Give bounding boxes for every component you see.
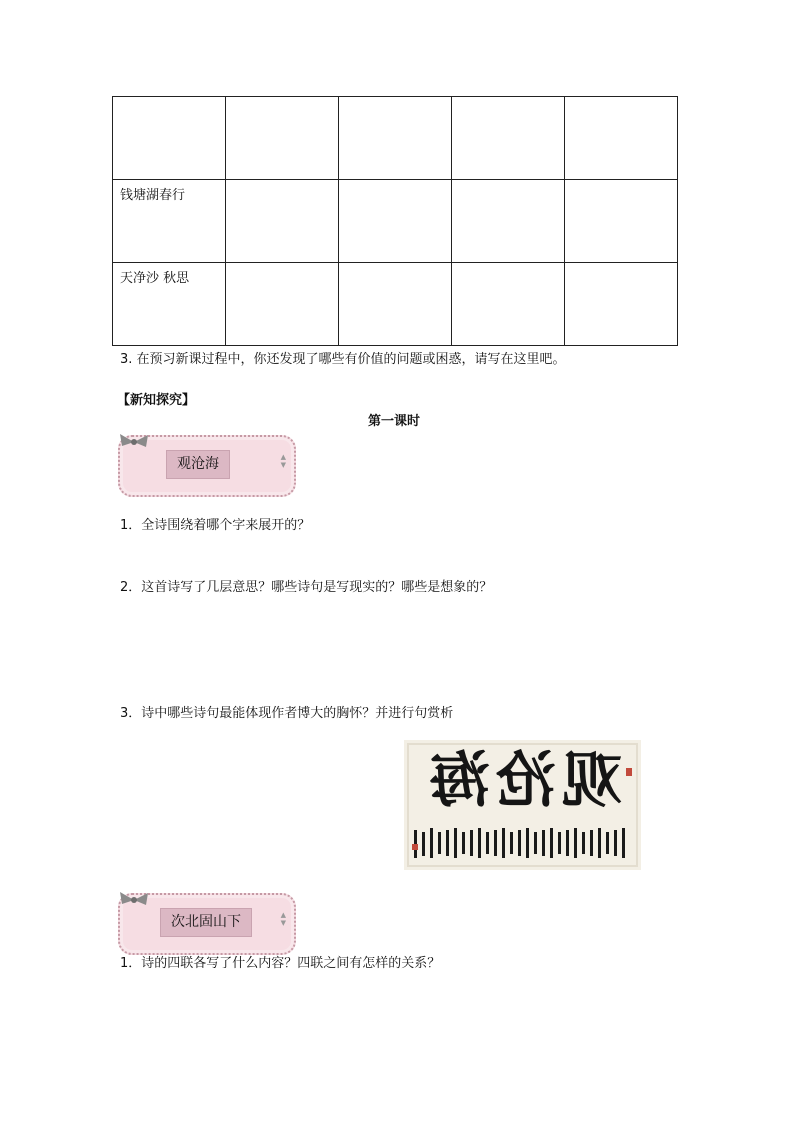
table-cell[interactable]: [565, 263, 678, 346]
poem-table: [112, 96, 678, 346]
table-cell-label: [113, 97, 226, 180]
table-cell[interactable]: [339, 97, 452, 180]
table-row: [113, 97, 678, 180]
preview-question-3: 3. 在预习新课过程中，你还发现了哪些有价值的问题或困惑，请写在这里吧。: [120, 352, 566, 367]
bow-icon: [118, 432, 150, 452]
table-cell[interactable]: [565, 180, 678, 263]
table-row: [113, 180, 678, 263]
calligraphy-image: [404, 740, 641, 870]
table-cell[interactable]: [565, 97, 678, 180]
poem1-question-3: 3．诗中哪些诗句最能体现作者博大的胸怀？并进行句赏析: [120, 706, 454, 721]
poem1-question-1: 1．全诗围绕着哪个字来展开的？: [120, 518, 311, 533]
poem1-question-2: 2．这首诗写了几层意思？哪些诗句是写现实的？哪些是想象的？: [120, 580, 493, 595]
table-cell[interactable]: [452, 180, 565, 263]
poem-title-label: 次北固山下: [160, 908, 252, 937]
table-cell-label: 钱塘湖春行: [113, 180, 226, 263]
table-cell[interactable]: [226, 97, 339, 180]
poem-title-label: 观沧海: [166, 450, 230, 479]
table-cell[interactable]: [452, 263, 565, 346]
lesson-title: 第一课时: [368, 414, 421, 429]
bow-icon: [118, 890, 150, 910]
scroll-arrows-icon: ▲ ▼: [280, 911, 286, 927]
poem2-question-1: 1．诗的四联各写了什么内容？四联之间有怎样的关系？: [120, 956, 441, 971]
table-cell[interactable]: [226, 180, 339, 263]
scroll-arrows-icon: ▲ ▼: [280, 453, 286, 469]
calligraphy-text: 观沧海: [424, 746, 622, 816]
section-title: 【新知探究】: [117, 393, 196, 408]
table-cell[interactable]: [452, 97, 565, 180]
table-cell-label: 天净沙 秋思: [113, 263, 226, 346]
table-row: [113, 263, 678, 346]
table-cell[interactable]: [339, 263, 452, 346]
table-cell[interactable]: [226, 263, 339, 346]
table-cell[interactable]: [339, 180, 452, 263]
